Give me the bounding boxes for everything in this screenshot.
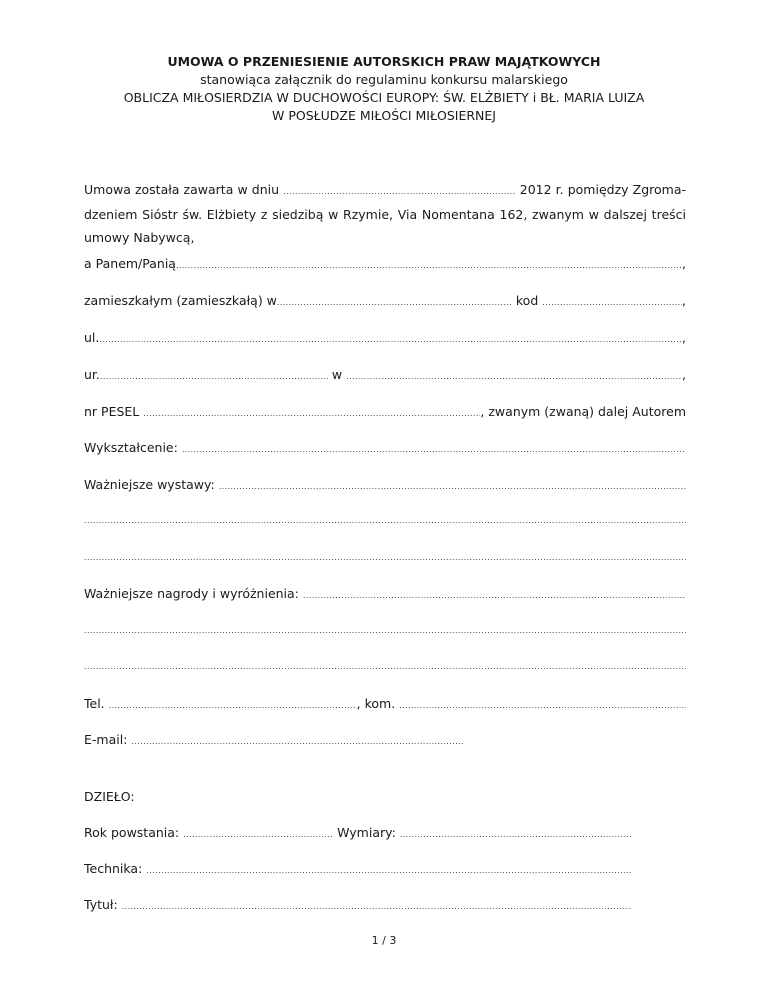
pan-line [84, 255, 686, 273]
nagrody-line-2 [84, 622, 686, 640]
tytul-line [84, 896, 632, 914]
dzielo-heading-text: DZIEŁO: [84, 789, 135, 804]
ur-end: , [682, 367, 686, 382]
wymiary-field[interactable] [400, 826, 632, 842]
ur-place-field[interactable] [346, 368, 682, 384]
wystawy-field-2[interactable] [84, 512, 686, 530]
kom-label: , kom. [356, 696, 396, 711]
pesel-end: , zwanym (zwaną) dalej Autorem [480, 404, 686, 419]
date-field[interactable]: ............................................................................... [283, 187, 516, 196]
kom-field[interactable] [399, 697, 686, 713]
rok-wymiary-line [84, 824, 632, 842]
wymiary-label: Wymiary: [337, 825, 396, 840]
pan-field[interactable] [176, 257, 682, 273]
page-number: 1 / 3 [371, 934, 397, 947]
wystawy-label: Ważniejsze wystawy: [84, 477, 215, 492]
technika-label: Technika: [84, 861, 143, 876]
intro-paragraph [84, 178, 686, 249]
pan-end: , [682, 256, 686, 271]
intro-start: Umowa została zawarta w dniu [84, 182, 280, 197]
zamieszkaly-line [84, 292, 686, 310]
document-title: UMOWA O PRZENIESIENIE AUTORSKICH PRAW MAJĄTKOWYCH [167, 54, 601, 69]
tel-field[interactable] [109, 697, 357, 713]
kod-field[interactable] [542, 294, 682, 310]
email-field[interactable] [131, 733, 464, 749]
pesel-line [84, 403, 686, 421]
document-header [0, 53, 768, 125]
tel-label: Tel. [84, 696, 105, 711]
wystawy-line [84, 476, 686, 494]
wystawy-line-3 [84, 549, 686, 567]
nagrody-line-3 [84, 658, 686, 676]
tytul-label: Tytuł: [84, 897, 118, 912]
ul-line [84, 329, 686, 347]
wyksztalcenie-field[interactable] [182, 441, 686, 457]
email-line [84, 731, 464, 749]
dzielo-heading [84, 788, 686, 806]
wyksztalcenie-line [84, 439, 686, 457]
contest-name-line-1: OBLICZA MIŁOSIERDZIA W DUCHOWOŚCI EUROPY: ŚW. ELŻBIETY i BŁ. MARIA LUIZA [123, 90, 645, 105]
nagrody-field-3[interactable] [84, 658, 686, 676]
wystawy-field-3[interactable] [84, 549, 686, 567]
technika-line [84, 860, 632, 878]
nagrody-field[interactable] [303, 587, 686, 603]
nagrody-label: Ważniejsze nagrody i wyróżnienia: [84, 586, 299, 601]
tel-line [84, 695, 686, 713]
ur-date-field[interactable] [100, 368, 328, 384]
pesel-label: nr PESEL [84, 404, 140, 419]
ur-line [84, 366, 686, 384]
ul-field[interactable] [99, 331, 682, 347]
pesel-field[interactable] [143, 405, 480, 421]
ul-label: ul. [84, 330, 100, 345]
tytul-field[interactable] [122, 898, 632, 914]
nagrody-line [84, 585, 686, 603]
ur-label: ur. [84, 367, 100, 382]
wystawy-field[interactable] [219, 478, 686, 494]
zamieszkaly-label: zamieszkałym (zamieszkałą) w [84, 293, 277, 308]
rok-field[interactable] [183, 826, 333, 842]
nagrody-field-2[interactable] [84, 622, 686, 640]
document-subtitle: stanowiąca załącznik do regulaminu konkursu malarskiego [200, 72, 568, 87]
pan-label: a Panem/Panią [84, 256, 176, 271]
email-label: E-mail: [84, 732, 128, 747]
wyksztalcenie-label: Wykształcenie: [84, 440, 178, 455]
technika-field[interactable] [146, 862, 632, 878]
ul-end: , [682, 330, 686, 345]
kod-label: kod [515, 293, 539, 308]
rok-label: Rok powstania: [84, 825, 180, 840]
intro-middle: 2012 r. pomiędzy Zgroma-dzeniem Sióstr św. Elżbiety z siedzibą w Rzymie, Via Nomentana 162, zwanym w dalszej treści umowy Nabywcą, [84, 182, 686, 245]
wystawy-line-2 [84, 512, 686, 530]
contest-name-line-2: W POSŁUDZE MIŁOŚCI MIŁOSIERNEJ [271, 108, 496, 123]
zamieszkaly-field[interactable] [277, 294, 512, 310]
w-label: w [331, 367, 343, 382]
kod-end: , [682, 293, 686, 308]
